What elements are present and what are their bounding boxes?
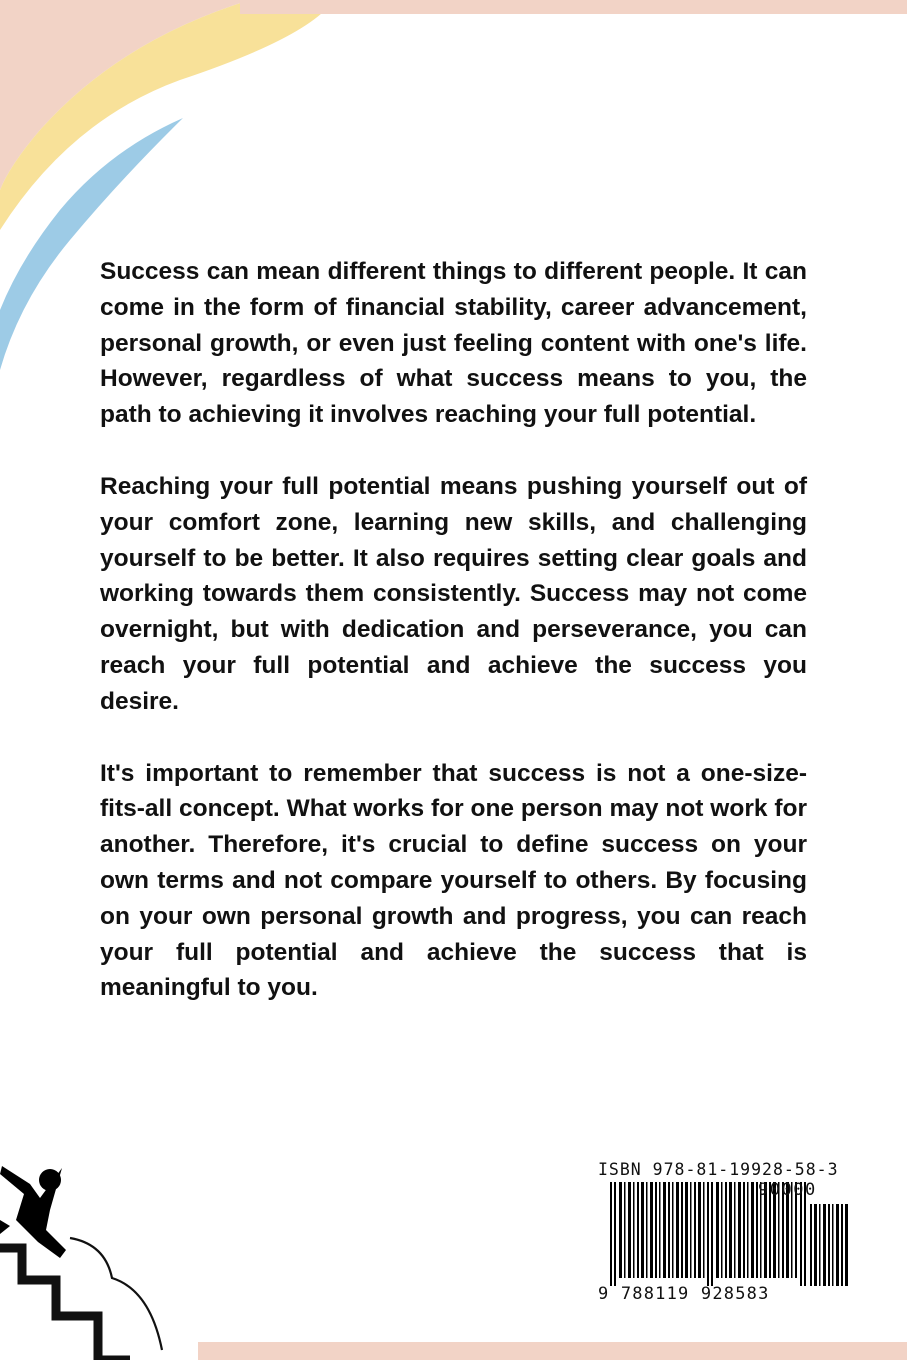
price-code: 90000 [758,1180,817,1200]
bottom-accent-band [198,1342,907,1360]
paragraph-1: Success can mean different things to different people. It can come in the form of financial stability, career advancement, personal growth, or even just feeling content with one's life. However, regardless of what success means to you, the path to achieving it involves reaching your full potential. [100,258,807,429]
paragraph-3: It's important to remember that success is not a one-size-fits-all concept. What works for one person may not work for another. Therefore, it's crucial to define success on your own terms and not compare yourself to others. By focusing on your own personal growth and progress, you can reach your full potential and achieve the success that is meaningful to you. [100,759,807,1002]
back-cover-text [100,254,807,1042]
ean-number: 9 788119 928583 [598,1284,770,1304]
paragraph-2: Reaching your full potential means pushing yourself out of your comfort zone, learning new skills, and challenging yourself to be better. It also requires setting clear goals and working towards them consistently. Success may not come overnight, but with dedication and perseverance, you can reach your full potential and achieve the success you desire. [100,472,807,715]
isbn-label: ISBN 978-81-19928-58-3 [598,1160,839,1179]
barcode-block [598,1160,852,1308]
top-accent-band [240,0,907,14]
person-climbing-stairs-icon [0,1160,180,1360]
